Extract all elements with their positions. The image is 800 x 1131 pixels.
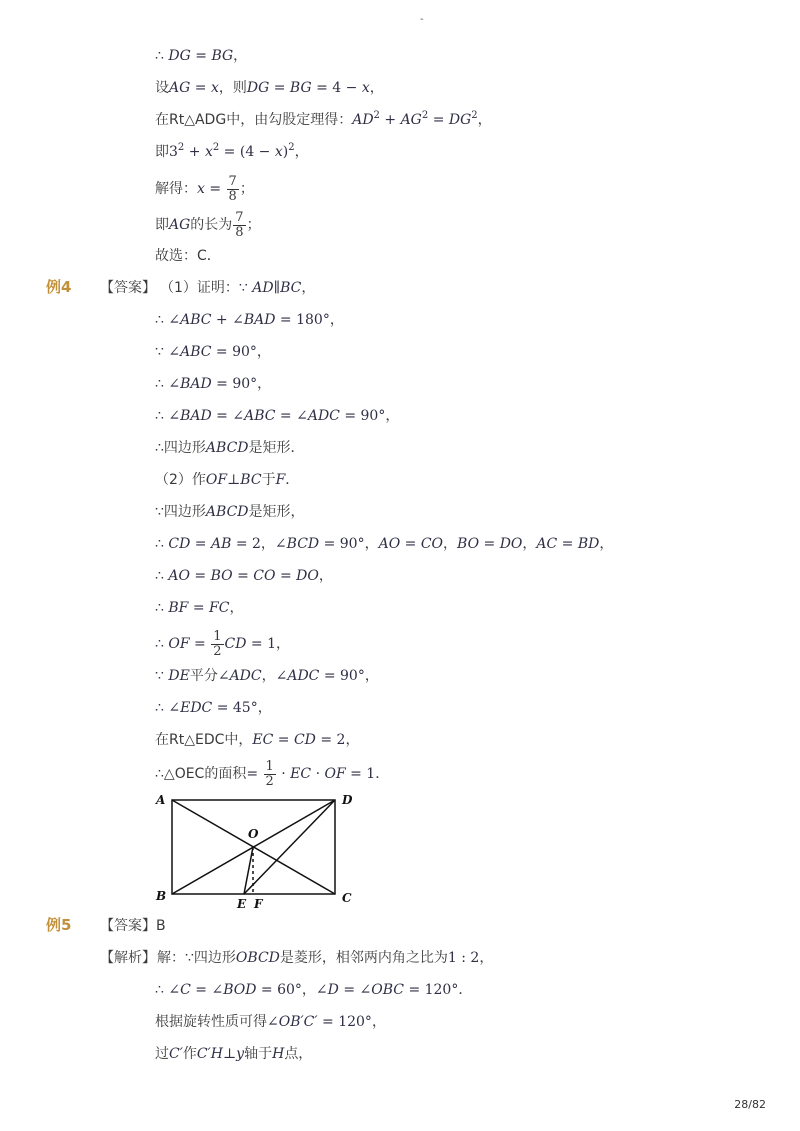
ex4-line-11: ∴ BF = FC， <box>155 600 244 616</box>
ex5-answer-value: B <box>156 918 166 934</box>
header-mark: - <box>420 14 424 25</box>
label-b: B <box>156 889 167 903</box>
label-a: A <box>156 793 166 807</box>
ex5-analysis-tag: 【解析】 <box>100 950 156 966</box>
top-line-2: 设AG = x，则DG = BG = 4 − x， <box>155 80 384 96</box>
label-c: C <box>342 891 352 905</box>
ex4-line-6: ∴四边形ABCD是矩形． <box>155 440 305 456</box>
ex5-label-text: 例5 <box>46 916 72 934</box>
ex4-line-15: 在Rt△EDC中，EC = CD = 2， <box>155 732 360 748</box>
top-line-7: 故选：C． <box>155 248 221 264</box>
ex4-label-text: 例4 <box>46 278 72 296</box>
top-line-6: 即AG的长为 $\frac{7}{8}$ ； <box>155 209 261 240</box>
ex4-line-14: ∴ ∠EDC = 45°， <box>155 700 272 716</box>
ex4-line-10: ∴ AO = BO = CO = DO， <box>155 568 333 584</box>
ex4-label <box>46 276 71 297</box>
ex5-line-1: 解：∵四边形OBCD是菱形，相邻两内角之比为1 : 2， <box>157 950 494 966</box>
label-f: F <box>254 897 263 910</box>
ex5-answer <box>100 915 166 935</box>
ex5-line-2: ∴ ∠C = ∠BOD = 60°，∠D = ∠OBC = 120°． <box>155 982 473 998</box>
ex5-label <box>46 914 71 935</box>
rectangle-figure <box>150 790 370 910</box>
page-number: 28/82 <box>734 1098 766 1111</box>
ex4-line-9: ∴ CD = AB = 2，∠BCD = 90°，AO = CO，BO = DO，AC = BD， <box>155 536 614 552</box>
top-line-3: 在Rt△ADG中，由勾股定理得：$AD^2 + AG^2 = DG^2$， <box>155 110 492 128</box>
ex4-line-1: （1）证明：∵ AD∥BC， <box>160 280 316 296</box>
top-line-1: ∴ DG = BG， <box>155 48 248 64</box>
ex4-line-4: ∴ ∠BAD = 90°， <box>155 376 272 392</box>
ex5-answer-tag: 【答案】 <box>100 918 156 934</box>
ex4-answer-tag: 【答案】 <box>100 280 156 296</box>
ex4-line-7: （2）作OF⊥BC于F． <box>155 472 300 488</box>
ex4-line-16: ∴△OEC的面积= $\frac{1}{2}$ · EC · OF = 1． <box>155 758 390 789</box>
ex4-line-12: ∴ OF = $\frac{1}{2}$ CD = 1， <box>155 628 290 659</box>
ex4-line-3: ∵ ∠ABC = 90°， <box>155 344 271 360</box>
ex5-line-3: 根据旋转性质可得∠OB′C′ = 120°， <box>155 1014 386 1030</box>
top-line-5: 解得：x = $\frac{7}{8}$ ； <box>155 173 254 204</box>
ex4-line-2: ∴ ∠ABC + ∠BAD = 180°， <box>155 312 344 328</box>
label-d: D <box>342 793 353 807</box>
ex4-line-13: ∵ DE平分∠ADC，∠ADC = 90°， <box>155 668 379 684</box>
ex4-line-8: ∵四边形ABCD是矩形， <box>155 504 305 520</box>
ex5-line-4: 过C′作C′H⊥y轴于H点， <box>155 1046 313 1062</box>
ex4-line-5: ∴ ∠BAD = ∠ABC = ∠ADC = 90°， <box>155 408 400 424</box>
segment-de <box>244 800 335 894</box>
label-o: O <box>248 827 259 841</box>
label-e: E <box>237 897 247 910</box>
top-line-4: 即$3^2 + x^2 = (4 - x)^2$， <box>155 142 309 160</box>
